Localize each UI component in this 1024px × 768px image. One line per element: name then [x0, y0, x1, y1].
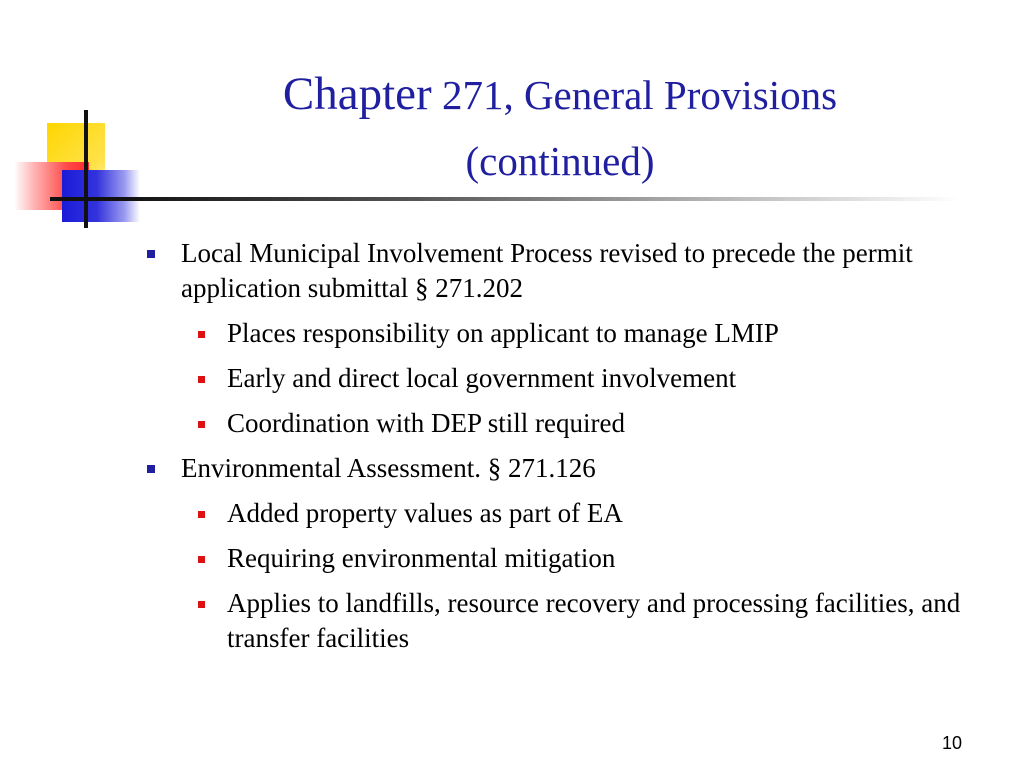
sub-bullet-item: [227, 496, 987, 531]
sub-bullet-text: Coordination with DEP still required: [227, 408, 625, 438]
title-rest: 271, General Provisions: [431, 72, 838, 118]
sub-bullet-text: Applies to landfills, resource recovery and processing facilities, and transfer facilities: [227, 588, 961, 653]
sub-bullet-item: [227, 361, 987, 396]
square-bullet-icon: [147, 465, 155, 473]
square-bullet-icon: [198, 376, 205, 383]
square-bullet-icon: [198, 421, 205, 428]
sub-bullet-text: Added property values as part of EA: [227, 498, 623, 528]
sub-bullet-text: Requiring environmental mitigation: [227, 543, 616, 573]
sub-bullet-text: Early and direct local government involvement: [227, 363, 737, 393]
sub-bullet-item: [227, 316, 987, 351]
sub-bullet-item: [227, 541, 987, 576]
square-bullet-icon: [198, 331, 205, 338]
sub-bullet-text: Places responsibility on applicant to manage LMIP: [227, 318, 779, 348]
slide-page-number: 10: [941, 733, 962, 753]
square-bullet-icon: [147, 250, 155, 258]
sub-bullet-item: [227, 406, 987, 441]
bullet-item-environmental-assessment: [181, 451, 971, 486]
sub-bullet-item: [227, 586, 977, 656]
title-chapter-word: Chapter: [282, 68, 432, 120]
bullet-text: Local Municipal Involvement Process revised to precede the permit application submittal § 271.202: [181, 238, 913, 303]
bullet-item-lmip: [181, 236, 971, 306]
square-bullet-icon: [198, 511, 205, 518]
bullet-text: Environmental Assessment. § 271.126: [181, 453, 596, 483]
slide-title-line2: (continued): [465, 138, 655, 184]
square-bullet-icon: [198, 601, 205, 608]
square-bullet-icon: [198, 556, 205, 563]
